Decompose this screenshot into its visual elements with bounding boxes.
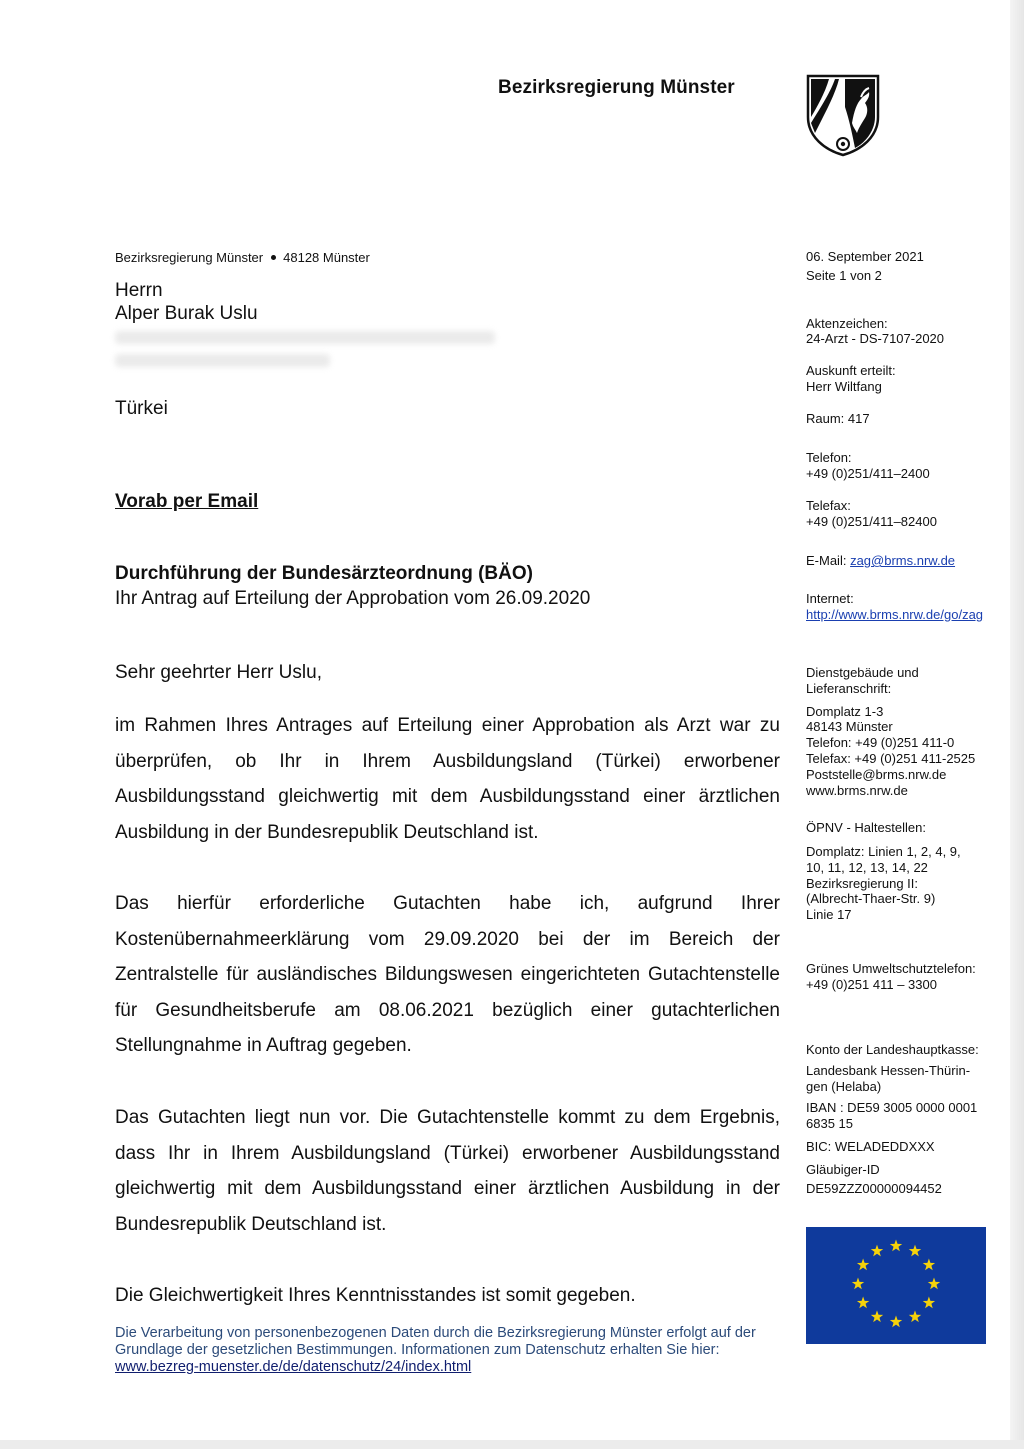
internet-row bbox=[806, 607, 983, 623]
privacy-link[interactable]: www.bezreg-muenster.de/de/datenschutz/24/index.html bbox=[115, 1359, 472, 1375]
dienst-city: 48143 Münster bbox=[806, 719, 893, 734]
body-paragraph-2: Das hierfür erforderliche Gutachten habe ich, aufgrund Ihrer Kostenübernahmeerklärung vom 29.09.2020 bei der im Bereich der Zentralstelle für ausländisches Bildungswesen eingerichteten Gutachtenstelle für Gesundheitsberufe am 08.06.2021 bezüglich einer gutachterlichen Stellungnahme in Auftrag gegeben. bbox=[115, 893, 780, 1056]
email-label: E-Mail: bbox=[806, 553, 847, 568]
sender-name: Bezirksregierung Münster bbox=[115, 250, 264, 265]
eu-star-icon bbox=[928, 1278, 940, 1290]
page-edge-shadow bbox=[1010, 0, 1024, 1449]
authority-title: Bezirksregierung Münster bbox=[498, 77, 735, 98]
sender-return-line bbox=[115, 250, 370, 265]
vorab-notice: Vorab per Email bbox=[115, 491, 259, 512]
email-row bbox=[806, 553, 955, 569]
dienst-label-2: Lieferanschrift: bbox=[806, 681, 892, 696]
oepnv-line-1: Domplatz: Linien 1, 2, 4, 9, bbox=[806, 844, 961, 859]
eu-star-icon bbox=[923, 1259, 935, 1271]
aktenzeichen-label: Aktenzeichen: bbox=[806, 316, 888, 331]
body-paragraph-1: im Rahmen Ihres Antrages auf Erteilung einer Approbation als Arzt war zu überprüfen, ob Ihr in Ihrem Ausbildungsland (Türkei) erworbener Ausbildungsstand gleichwertig mit dem Ausbildungsstand einer ärztlichen Ausbildung in der Bundesrepublik Deutschland ist. bbox=[115, 715, 780, 843]
eu-star-icon bbox=[909, 1310, 921, 1322]
telefon-label: Telefon: bbox=[806, 450, 852, 465]
dienst-label-1: Dienstgebäude und bbox=[806, 665, 919, 680]
privacy-notice bbox=[115, 1325, 785, 1376]
aktenzeichen-value: 24-Arzt - DS-7107-2020 bbox=[806, 331, 945, 346]
email-link[interactable]: zag@brms.nrw.de bbox=[850, 553, 956, 568]
internet-label: Internet: bbox=[806, 591, 854, 606]
eu-star-icon bbox=[890, 1240, 902, 1252]
body-conclusion: Die Gleichwertigkeit Ihres Kenntnisstandes ist somit gegeben. bbox=[115, 1285, 636, 1306]
subject-title: Durchführung der Bundesärzteordnung (BÄO) bbox=[115, 563, 533, 584]
iban-line-1: IBAN : DE59 3005 0000 0001 bbox=[806, 1100, 978, 1115]
recipient-name: Alper Burak Uslu bbox=[115, 303, 258, 324]
oepnv-line-4: (Albrecht-Thaer-Str. 9) bbox=[806, 891, 936, 906]
umwelt-value: +49 (0)251 411 – 3300 bbox=[806, 977, 937, 992]
privacy-text: Die Verarbeitung von personenbezogenen Daten durch die Bezirksregierung Münster erfolgt auf der Grundlage der gesetzlichen Bestimmungen. Informationen zum Datenschutz erhalten Sie hier: bbox=[115, 1325, 756, 1358]
sender-city: 48128 Münster bbox=[283, 250, 370, 265]
dienst-telefon: Telefon: +49 (0)251 411-0 bbox=[806, 735, 955, 750]
dienst-telefax: Telefax: +49 (0)251 411-2525 bbox=[806, 751, 976, 766]
auskunft-label: Auskunft erteilt: bbox=[806, 363, 896, 378]
nrw-crest-icon bbox=[805, 73, 881, 157]
eu-stars bbox=[806, 1227, 986, 1344]
telefon-value: +49 (0)251/411–2400 bbox=[806, 466, 930, 481]
bic-value: BIC: WELADEDDXXX bbox=[806, 1139, 935, 1154]
eu-star-icon bbox=[852, 1278, 864, 1290]
internet-link[interactable]: http://www.brms.nrw.de/go/zag bbox=[806, 607, 984, 622]
eu-star-icon bbox=[871, 1245, 883, 1257]
umwelt-label: Grünes Umweltschutztelefon: bbox=[806, 961, 976, 976]
eu-star-icon bbox=[923, 1297, 935, 1309]
konto-label: Konto der Landeshauptkasse: bbox=[806, 1042, 979, 1057]
raum-value: Raum: 417 bbox=[806, 411, 870, 426]
eu-flag-icon bbox=[806, 1227, 986, 1344]
page-number: Seite 1 von 2 bbox=[806, 268, 882, 283]
dienst-street: Domplatz 1-3 bbox=[806, 704, 884, 719]
recipient-country: Türkei bbox=[115, 398, 168, 419]
bullet-separator bbox=[271, 255, 276, 260]
auskunft-value: Herr Wiltfang bbox=[806, 379, 882, 394]
bank-line-1: Landesbank Hessen-Thürin- bbox=[806, 1063, 971, 1078]
iban-line-2: 6835 15 bbox=[806, 1116, 853, 1131]
oepnv-line-5: Linie 17 bbox=[806, 907, 852, 922]
redacted-street bbox=[115, 331, 495, 344]
bank-line-2: gen (Helaba) bbox=[806, 1079, 882, 1094]
eu-star-icon bbox=[909, 1245, 921, 1257]
eu-star-icon bbox=[857, 1297, 869, 1309]
telefax-label: Telefax: bbox=[806, 498, 851, 513]
oepnv-label: ÖPNV - Haltestellen: bbox=[806, 820, 926, 835]
oepnv-line-2: 10, 11, 12, 13, 14, 22 bbox=[806, 860, 928, 875]
page-bottom-shadow bbox=[0, 1440, 1024, 1449]
eu-star-icon bbox=[871, 1310, 883, 1322]
dienst-email: Poststelle@brms.nrw.de bbox=[806, 767, 947, 782]
letter-date: 06. September 2021 bbox=[806, 249, 924, 264]
eu-star-icon bbox=[890, 1316, 902, 1328]
redacted-city bbox=[115, 354, 330, 367]
recipient-salutation: Herrn bbox=[115, 280, 163, 301]
dienst-web: www.brms.nrw.de bbox=[806, 783, 908, 798]
letter-salutation: Sehr geehrter Herr Uslu, bbox=[115, 662, 322, 683]
glaeubiger-label: Gläubiger-ID bbox=[806, 1162, 880, 1177]
oepnv-line-3: Bezirksregierung II: bbox=[806, 876, 918, 891]
body-paragraph-3: Das Gutachten liegt nun vor. Die Gutachtenstelle kommt zu dem Ergebnis, dass Ihr in Ihrem Ausbildungsland (Türkei) erworbener Ausbildungsstand gleichwertig mit dem Ausbildungsstand einer ärztlichen Ausbildung in der Bundesrepublik Deutschland ist. bbox=[115, 1107, 780, 1235]
glaeubiger-value: DE59ZZZ00000094452 bbox=[806, 1181, 942, 1196]
telefax-value: +49 (0)251/411–82400 bbox=[806, 514, 937, 529]
subject-line: Ihr Antrag auf Erteilung der Approbation vom 26.09.2020 bbox=[115, 588, 591, 609]
eu-star-icon bbox=[857, 1259, 869, 1271]
